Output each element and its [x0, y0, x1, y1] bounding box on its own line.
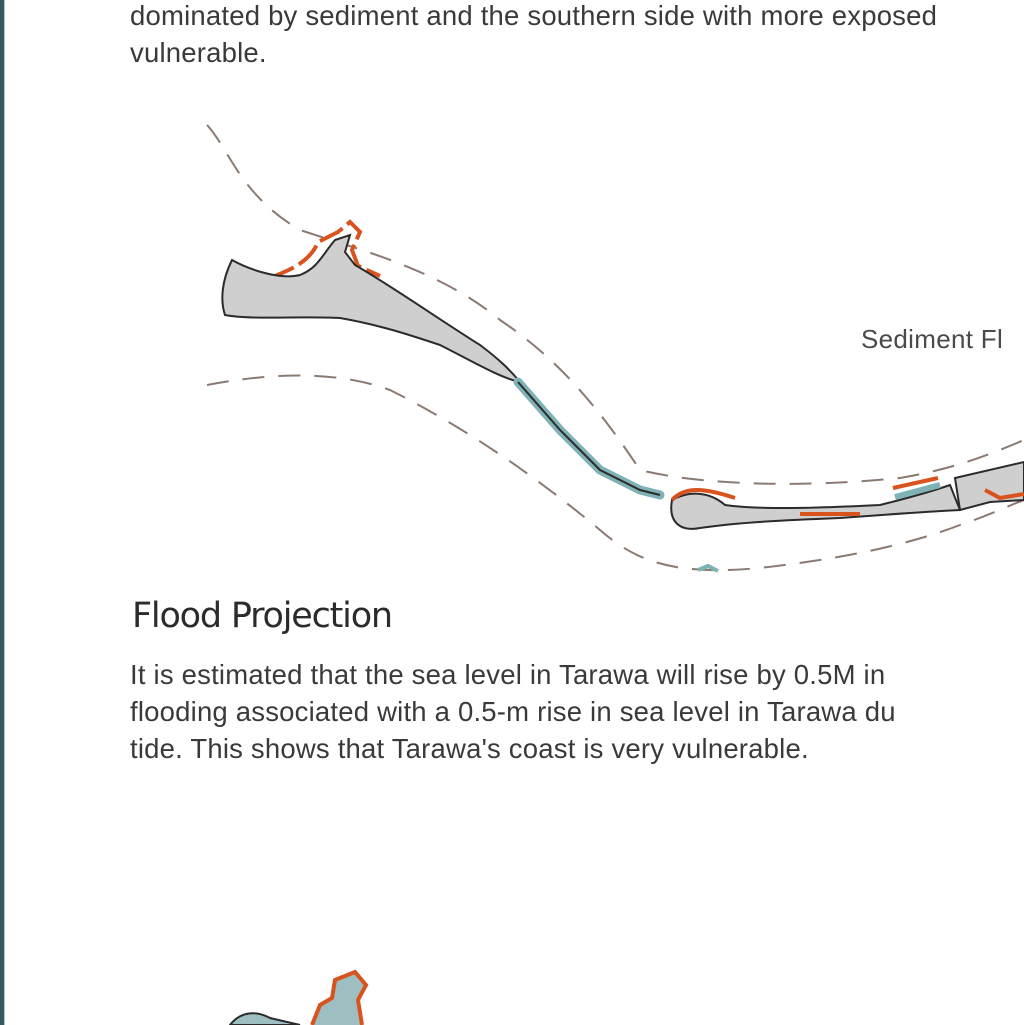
erosion-outline-bottom: [312, 972, 366, 1025]
causeway-line: [518, 382, 660, 495]
islet-bottom-fragment: [230, 1013, 300, 1025]
flood-line-3: tide. This shows that Tarawa's coast is very vulnerable.: [130, 733, 809, 764]
flood-line-1: It is estimated that the sea level in Tarawa will rise by 0.5M in: [130, 659, 886, 690]
flood-projection-paragraph: [130, 656, 1024, 767]
causeway-teal: [518, 382, 660, 495]
islet-east: [955, 462, 1024, 510]
islet-west: [222, 235, 520, 382]
flood-line-2: flooding associated with a 0.5-m rise in sea level in Tarawa du: [130, 696, 896, 727]
intro-line-1: dominated by sediment and the southern side with more exposed: [130, 0, 938, 31]
flood-projection-heading: Flood Projection: [132, 596, 392, 636]
intro-line-2: vulnerable.: [130, 37, 267, 68]
sediment-flow-label: Sediment Fl: [861, 324, 1004, 354]
